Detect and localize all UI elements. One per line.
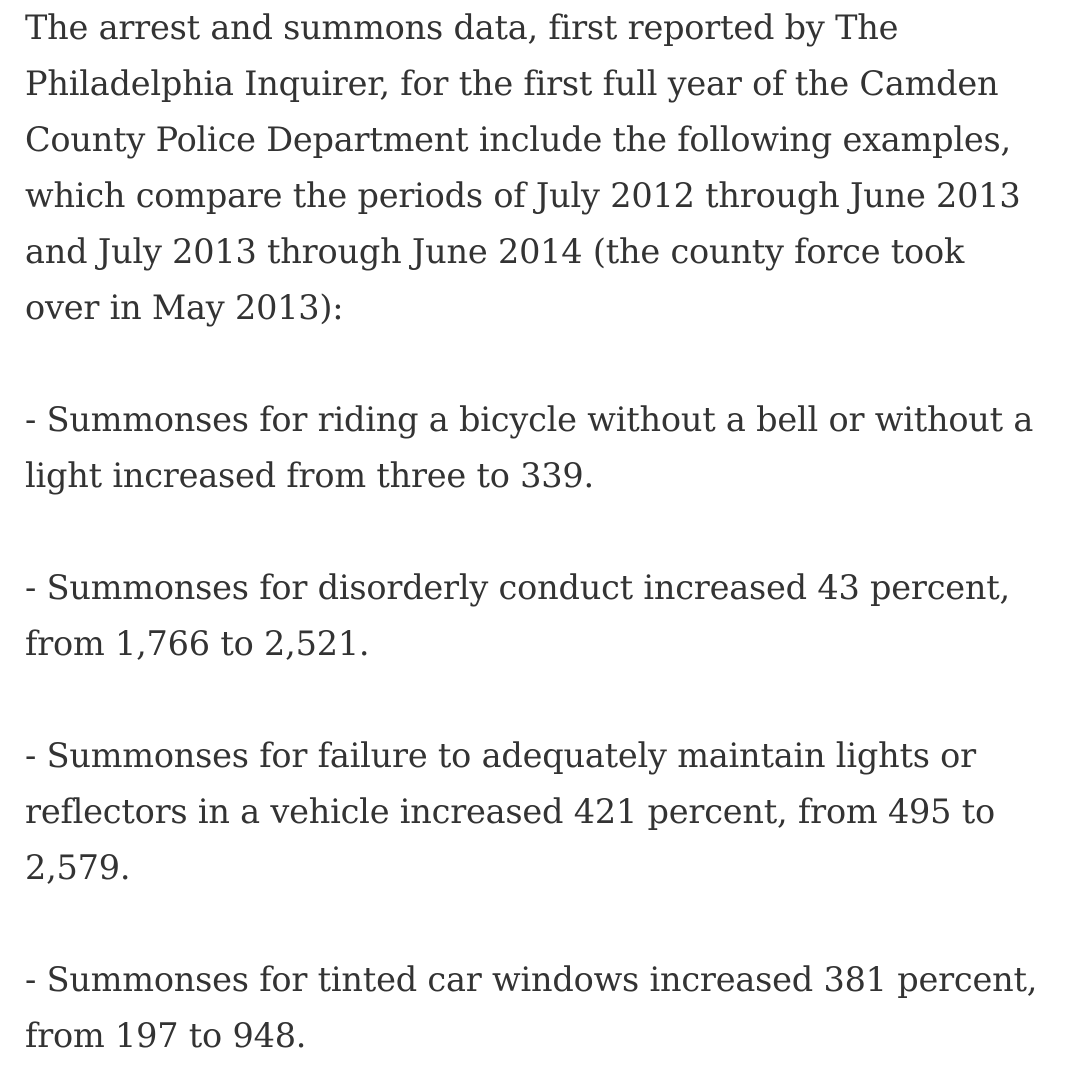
article-body: [25, 0, 1065, 1064]
paragraph-spacer: [25, 504, 1065, 560]
paragraph-spacer: [25, 336, 1065, 392]
list-item-bicycle: [25, 392, 1065, 504]
list-item-line: - Summonses for disorderly conduct increased 43 percent,: [25, 568, 1010, 607]
list-item-vehicle-lights: [25, 728, 1065, 896]
intro-line: County Police Department include the following examples,: [25, 120, 1011, 159]
intro-line: The arrest and summons data, first reported by The: [25, 8, 899, 47]
intro-line: and July 2013 through June 2014 (the county force took: [25, 232, 965, 271]
list-item-line: 2,579.: [25, 848, 131, 887]
intro-line: Philadelphia Inquirer, for the first full year of the Camden: [25, 64, 999, 103]
intro-paragraph: [25, 0, 1065, 336]
list-item-line: from 1,766 to 2,521.: [25, 624, 370, 663]
list-item-line: light increased from three to 339.: [25, 456, 594, 495]
list-item-line: reflectors in a vehicle increased 421 percent, from 495 to: [25, 792, 995, 831]
paragraph-spacer: [25, 896, 1065, 952]
list-item-line: from 197 to 948.: [25, 1016, 307, 1055]
list-item-line: - Summonses for tinted car windows increased 381 percent,: [25, 960, 1038, 999]
intro-line: which compare the periods of July 2012 through June 2013: [25, 176, 1021, 215]
paragraph-spacer: [25, 672, 1065, 728]
list-item-disorderly-conduct: [25, 560, 1065, 672]
intro-line: over in May 2013):: [25, 288, 344, 327]
list-item-line: - Summonses for failure to adequately maintain lights or: [25, 736, 976, 775]
list-item-line: - Summonses for riding a bicycle without a bell or without a: [25, 400, 1034, 439]
list-item-tinted-windows: [25, 952, 1065, 1064]
